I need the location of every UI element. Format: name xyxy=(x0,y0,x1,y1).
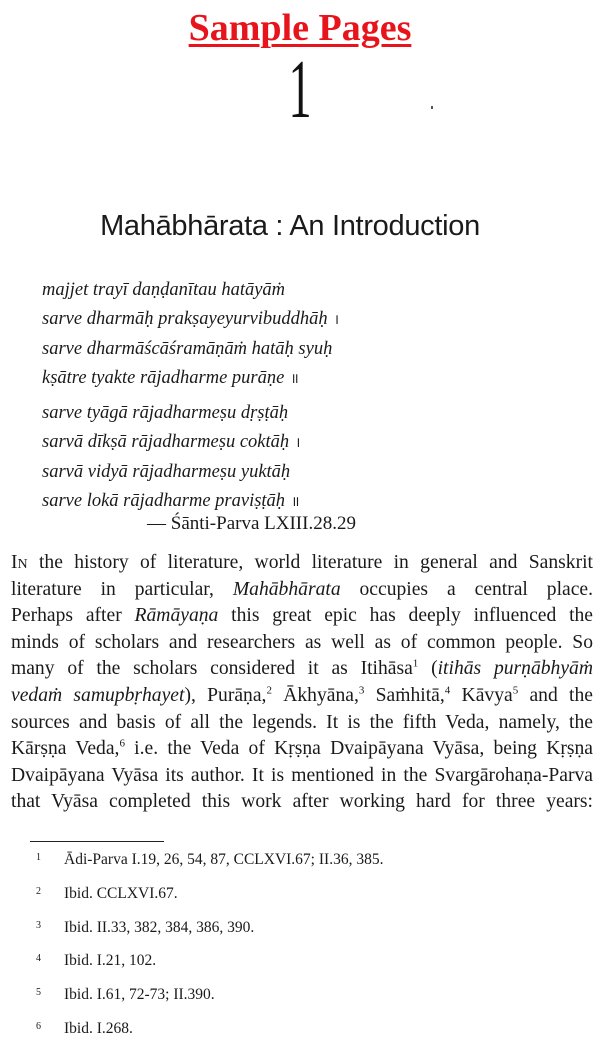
footnotes-list xyxy=(36,848,383,1051)
verse-line: sarvā vidyā rājadharmeṣu yuktāḥ xyxy=(42,462,291,482)
body-line: many of the scholars considered it as Itihāsa$^1$ (itihās purṇābhyāṁ xyxy=(11,657,593,680)
body-line: Perhaps after Rāmāyaṇa this great epic has deeply influenced the xyxy=(11,605,594,627)
footnote-item: 3 Ibid. II.33, 382, 384, 386, 390. xyxy=(36,916,383,950)
verse-citation: — Śānti-Parva LXIII.28.29 xyxy=(147,513,356,534)
verse-stanza-1 xyxy=(42,276,339,394)
verse-line: sarve lokā rājadharme praviṣṭāḥ ॥ xyxy=(42,490,300,511)
body-line: Dvaipāyana Vyāsa its author. It is mentioned in the Svargārohaṇa-Parva xyxy=(11,764,593,786)
sample-pages-banner: Sample Pages xyxy=(188,7,412,49)
footnote-number: 3 xyxy=(36,919,41,931)
double-danda-mark: ॥ xyxy=(290,371,299,387)
body-paragraph xyxy=(11,550,593,816)
footnote-ref[interactable]: 2 xyxy=(266,684,272,697)
footnote-ref[interactable]: 3 xyxy=(358,684,365,697)
body-line: minds of scholars and researchers as well as of common people. So xyxy=(11,631,593,653)
body-line: sources and basis of all the legends. It is the fifth Veda, namely, the xyxy=(11,711,593,733)
body-line: vedaṁ samupbṛhayet), Purāṇa,$^2$ Ākhyāna,$^3$ Saṁhitā,$^4$ Kāvya$^5$ and the xyxy=(11,684,593,706)
footnote-ref[interactable]: 6 xyxy=(119,737,125,750)
double-danda-mark: ॥ xyxy=(291,494,300,510)
lead-in: In xyxy=(11,552,28,573)
danda-mark: । xyxy=(295,435,301,451)
footnote-item: 6 Ibid. I.268. xyxy=(36,1017,383,1051)
footnote-number: 4 xyxy=(36,953,41,965)
body-line: literature in particular, Mahābhārata occupies a central place. xyxy=(11,578,593,600)
footnote-item: 1 Ādi-Parva I.19, 26, 54, 87, CCLXVI.67; II.36, 385. xyxy=(36,848,383,882)
footnote-number: 6 xyxy=(36,1020,41,1032)
footnote-item: 5 Ibid. I.61, 72-73; II.390. xyxy=(36,983,383,1017)
body-line: In the history of literature, world literature in general and Sanskrit xyxy=(11,552,593,573)
chapter-title: Mahābhārata : An Introduction xyxy=(100,210,480,242)
verse-line: sarve dharmāḥ prakṣayeyurvibuddhāḥ । xyxy=(42,308,339,329)
body-line: Kārṣṇa Veda,$^6$ i.e. the Veda of Kṛṣṇa Dvaipāyana Vyāsa, being Kṛṣṇa xyxy=(11,737,593,760)
footnote-number: 5 xyxy=(36,987,41,999)
footnote-item: 4 Ibid. I.21, 102. xyxy=(36,949,383,983)
verse-line: sarve dharmāścāśramāṇāṁ hatāḥ syuḥ xyxy=(42,339,333,359)
footnote-item: 2 Ibid. CCLXVI.67. xyxy=(36,882,383,916)
footnote-number: 2 xyxy=(36,885,41,897)
footnote-number: 1 xyxy=(36,852,41,863)
danda-mark: । xyxy=(333,312,339,328)
footnote-ref[interactable]: 5 xyxy=(512,684,519,697)
print-speck xyxy=(431,106,433,109)
footnote-ref[interactable]: 1 xyxy=(412,657,419,670)
verse-line: majjet trayī daṇḍanītau hatāyāṁ xyxy=(42,280,286,300)
chapter-number: 1 xyxy=(288,43,312,136)
footnote-ref[interactable]: 4 xyxy=(444,684,451,697)
verse-line: sarvā dīkṣā rājadharmeṣu coktāḥ । xyxy=(42,431,301,452)
body-line: that Vyāsa completed this work after working hard for three years: xyxy=(11,791,593,813)
verse-stanza-2 xyxy=(42,399,300,517)
footnote-divider xyxy=(30,841,164,842)
verse-line: sarve tyāgā rājadharmeṣu dṛṣṭāḥ xyxy=(42,403,289,423)
verse-line: kṣātre tyakte rājadharme purāṇe ॥ xyxy=(42,367,299,388)
